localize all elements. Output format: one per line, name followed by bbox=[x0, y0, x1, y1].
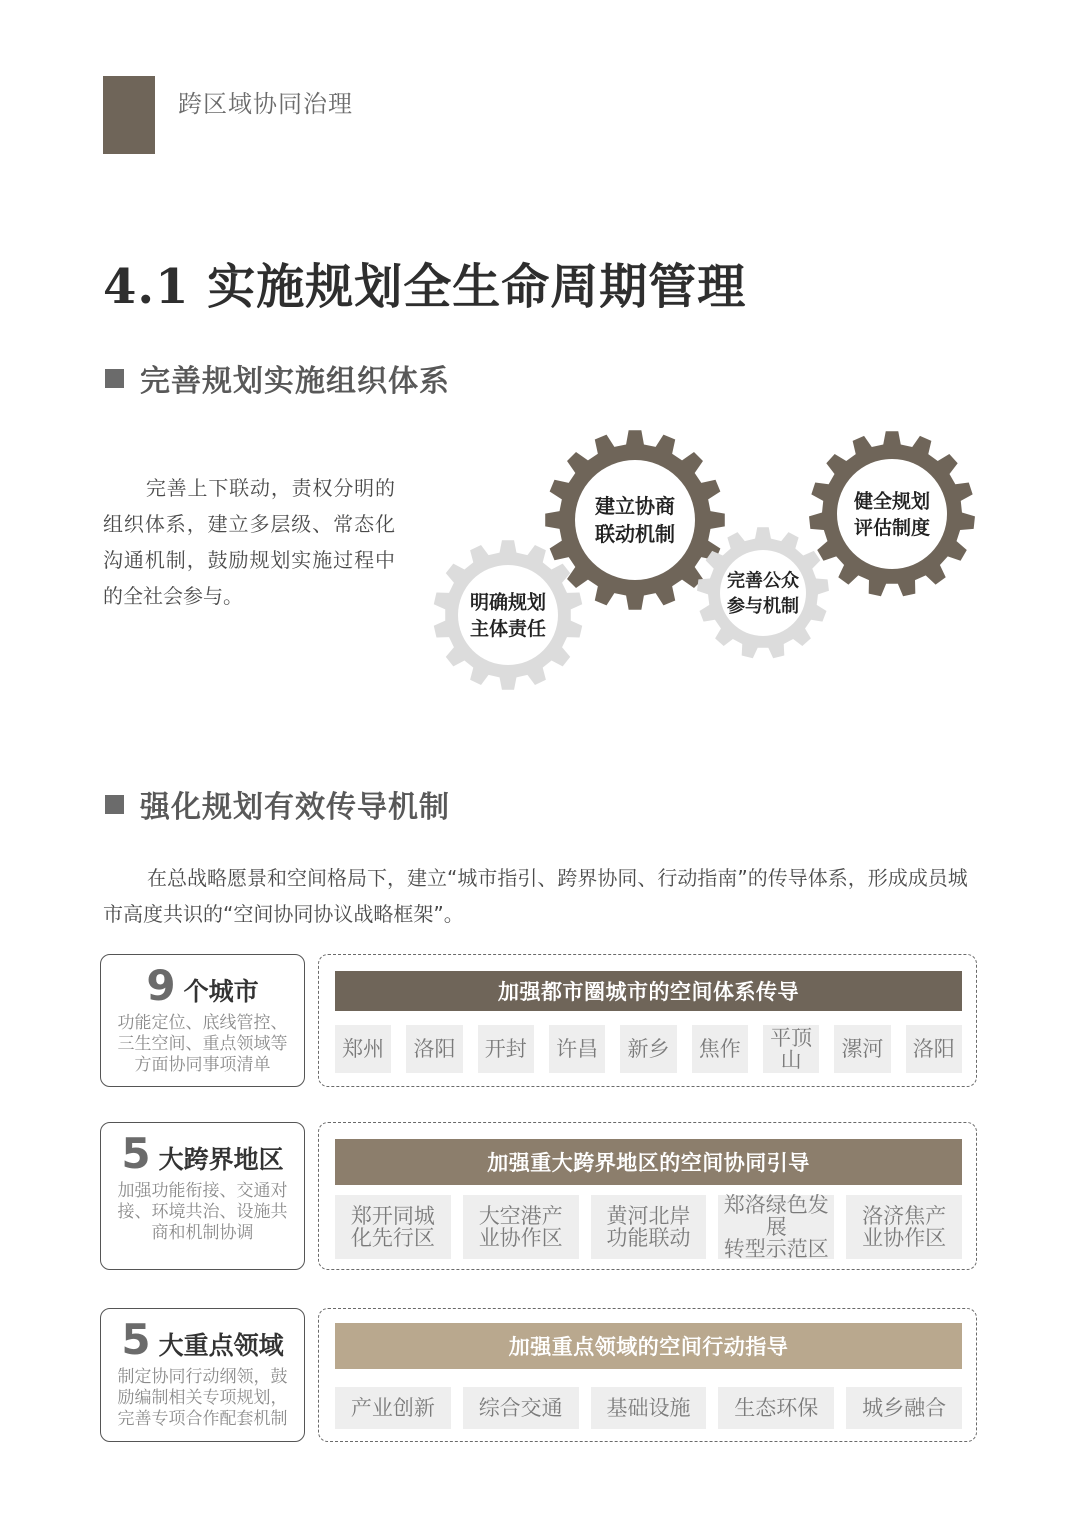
crossborder-label: 大跨界地区 bbox=[158, 1145, 284, 1174]
item-tile bbox=[591, 1195, 707, 1259]
item-tile-text: 许昌 bbox=[556, 1037, 599, 1061]
item-tile bbox=[478, 1025, 534, 1073]
header-color-bar bbox=[103, 76, 155, 154]
item-tile-text: 生态环保 bbox=[734, 1396, 819, 1420]
gears-diagram bbox=[425, 420, 990, 710]
item-tile bbox=[834, 1025, 890, 1073]
intro-paragraph bbox=[103, 470, 395, 614]
tile-row bbox=[335, 1025, 962, 1073]
item-tile-text: 城乡融合 bbox=[862, 1396, 947, 1420]
item-tile bbox=[335, 1195, 451, 1259]
square-bullet-icon bbox=[105, 369, 124, 388]
keyfields-description: 制定协同行动纲领，鼓励编制相关专项规划，完善专项合作配套机制 bbox=[117, 1367, 288, 1429]
crossborder-detail-box bbox=[318, 1122, 977, 1270]
keyfields-summary-box bbox=[100, 1308, 305, 1442]
gear-label: 主体责任 bbox=[469, 617, 547, 640]
gear-clarify-responsibility bbox=[434, 540, 582, 690]
band-title: 加强重大跨界地区的空间协同引导 bbox=[335, 1139, 962, 1185]
item-tile bbox=[335, 1387, 451, 1429]
gear-center bbox=[720, 550, 806, 636]
item-tile bbox=[718, 1195, 834, 1259]
intro-text: 完善上下联动，责权分明的组织体系，建立多层级、常态化沟通机制，鼓励规划实施过程中的全社会参与。 bbox=[103, 476, 395, 608]
item-tile-text: 洛济焦产 业协作区 bbox=[862, 1204, 947, 1250]
band-title: 加强都市圈城市的空间体系传导 bbox=[335, 971, 962, 1011]
item-tile-text: 洛阳 bbox=[413, 1037, 456, 1061]
keyfields-label: 大重点领域 bbox=[158, 1331, 284, 1360]
section-heading-transmission bbox=[105, 782, 450, 826]
gear-label: 健全规划 bbox=[853, 490, 931, 513]
item-tile bbox=[906, 1025, 962, 1073]
tile-row bbox=[335, 1387, 962, 1429]
item-tile bbox=[846, 1387, 962, 1429]
cities-summary-box bbox=[100, 954, 305, 1087]
gear-label: 明确规划 bbox=[469, 591, 547, 614]
crossborder-count: 5 bbox=[121, 1129, 151, 1178]
gear-label: 完善公众 bbox=[727, 570, 799, 592]
gear-center bbox=[837, 459, 947, 569]
item-tile-text: 基础设施 bbox=[606, 1396, 691, 1420]
item-tile bbox=[718, 1387, 834, 1429]
transmission-paragraph bbox=[103, 860, 979, 932]
gear-label: 联动机制 bbox=[595, 522, 675, 546]
item-tile-text: 新乡 bbox=[627, 1037, 670, 1061]
item-tile bbox=[463, 1387, 579, 1429]
gear-evaluation-system bbox=[809, 431, 975, 596]
item-tile-text: 漯河 bbox=[841, 1037, 884, 1061]
item-tile bbox=[406, 1025, 462, 1073]
item-tile bbox=[463, 1195, 579, 1259]
item-tile bbox=[549, 1025, 605, 1073]
square-bullet-icon bbox=[105, 795, 124, 814]
item-tile-text: 焦作 bbox=[698, 1037, 741, 1061]
keyfields-count: 5 bbox=[121, 1315, 151, 1364]
gear-consultation-mechanism bbox=[545, 430, 725, 610]
item-tile-text: 开封 bbox=[484, 1037, 527, 1061]
item-tile-text: 黄河北岸 功能联动 bbox=[606, 1204, 691, 1250]
gear-center bbox=[575, 460, 695, 580]
item-tile bbox=[846, 1195, 962, 1259]
item-tile-text: 郑洛绿色发展 转型示范区 bbox=[723, 1193, 829, 1261]
cities-count: 9 bbox=[146, 961, 176, 1010]
gear-label: 建立协商 bbox=[595, 494, 675, 518]
keyfields-detail-box bbox=[318, 1308, 977, 1442]
header-title: 跨区域协同治理 bbox=[178, 90, 353, 118]
item-tile bbox=[620, 1025, 676, 1073]
item-tile bbox=[591, 1387, 707, 1429]
cities-description: 功能定位、底线管控、三生空间、重点领域等方面协同事项清单 bbox=[117, 1013, 288, 1075]
page-title: 4.1 实施规划全生命周期管理 bbox=[103, 259, 747, 315]
crossborder-description: 加强功能衔接、交通对接、环境共治、设施共商和机制协调 bbox=[117, 1181, 288, 1243]
item-tile bbox=[335, 1025, 391, 1073]
item-tile-text: 平顶山 bbox=[770, 1026, 813, 1072]
tile-row bbox=[335, 1195, 962, 1259]
cities-label: 个城市 bbox=[183, 977, 259, 1006]
item-tile-text: 郑州 bbox=[342, 1037, 385, 1061]
item-tile bbox=[763, 1025, 819, 1073]
item-tile-text: 郑开同城 化先行区 bbox=[350, 1204, 435, 1250]
item-tile-text: 洛阳 bbox=[912, 1037, 955, 1061]
item-tile-text: 产业创新 bbox=[350, 1396, 435, 1420]
item-tile-text: 大空港产 业协作区 bbox=[478, 1204, 563, 1250]
gear-label: 评估制度 bbox=[853, 516, 931, 539]
item-tile bbox=[692, 1025, 748, 1073]
band-title: 加强重点领域的空间行动指导 bbox=[335, 1323, 962, 1369]
section-heading-text: 完善规划实施组织体系 bbox=[140, 364, 450, 399]
cities-detail-box bbox=[318, 954, 977, 1087]
gear-label: 参与机制 bbox=[727, 595, 799, 617]
section-heading-organization bbox=[105, 356, 450, 400]
transmission-text: 在总战略愿景和空间格局下，建立“城市指引、跨界协同、行动指南”的传导体系，形成成员城市高度共识的“空间协同协议战略框架”。 bbox=[103, 866, 968, 926]
section-heading-text: 强化规划有效传导机制 bbox=[140, 790, 450, 825]
item-tile-text: 综合交通 bbox=[478, 1396, 563, 1420]
gear-center bbox=[458, 565, 558, 665]
crossborder-summary-box bbox=[100, 1122, 305, 1270]
